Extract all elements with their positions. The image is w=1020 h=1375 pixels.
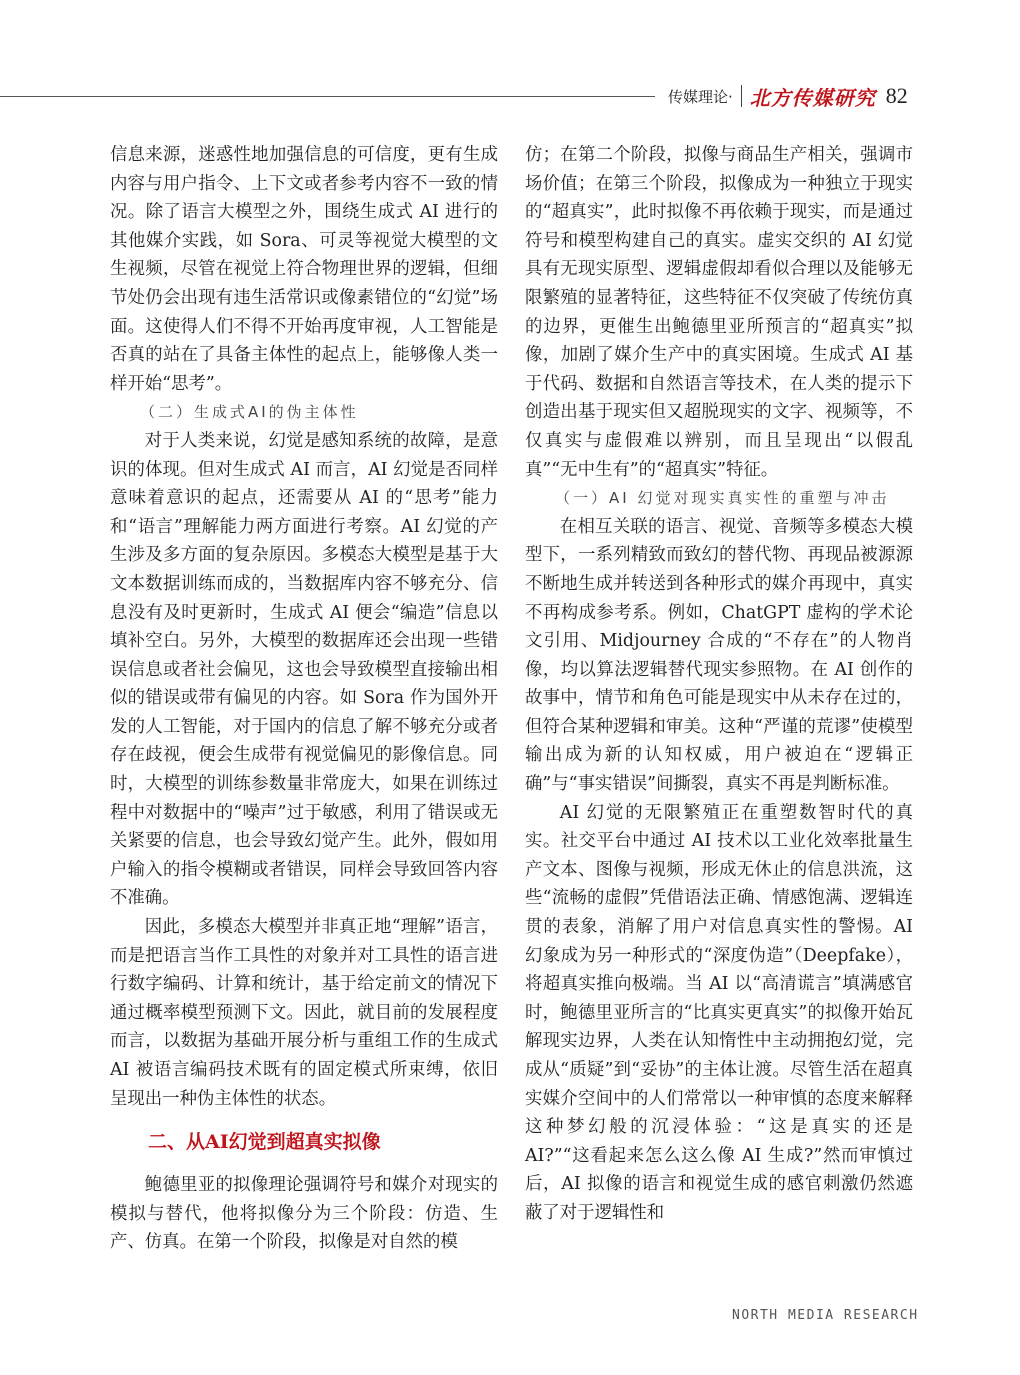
- header-divider: [741, 85, 742, 107]
- paragraph: 鲍德里亚的拟像理论强调符号和媒介对现实的模拟与替代，他将拟像分为三个阶段：仿造、生产、仿真。在第一个阶段，拟像是对自然的模: [110, 1175, 498, 1253]
- left-column: [110, 141, 498, 1257]
- paragraph: 仿；在第二个阶段，拟像与商品生产相关，强调市场价值；在第三个阶段，拟像成为一种独立于现实的“超真实”，此时拟像不再依赖于现实，而是通过符号和模型构建自己的真实。虚实交织的 AI 幻觉具有无现实原型、逻辑虚假却看似合理以及能够无限繁殖的显著特征，这些特征不仅突破了传统仿真的边界，更催生出鲍德里亚所预言的“超真实”拟像，加剧了媒介生产中的真实困境。生成式 AI 基于代码、数据和自然语言等技术，在人类的提示下创造出基于现实但又超脱现实的文字、视频等，不仅真实与虚假难以辨别，而且呈现出“以假乱真”“无中生有”的“超真实”特征。: [525, 145, 913, 480]
- running-header: [668, 80, 908, 112]
- section-heading: 二、从AI幻觉到超真实拟像: [148, 1131, 381, 1154]
- running-footer: NORTH MEDIA RESEARCH: [732, 1308, 919, 1323]
- subsection-heading: （二）生成式AI的伪主体性: [140, 403, 359, 422]
- page-number: 82: [885, 83, 908, 108]
- header-rule: [0, 96, 655, 97]
- paragraph: 对于人类来说，幻觉是感知系统的故障，是意识的体现。但对生成式 AI 而言，AI 幻觉是否同样意味着意识的起点，还需要从 AI 的“思考”能力和“语言”理解能力两方面进行考察。AI 幻觉的产生涉及多方面的复杂原因。多模态大模型是基于大文本数据训练而成的，当数据库内容不够充分、信息没有及时更新时，生成式 AI 便会“编造”信息以填补空白。另外，大模型的数据库还会出现一些错误信息或者社会偏见，这也会导致模型直接输出相似的错误或带有偏见的内容。如 Sora 作为国外开发的人工智能，对于国内的信息了解不够充分或者存在歧视，便会生成带有视觉偏见的影像信息。同时，大模型的训练参数量非常庞大，如果在训练过程中对数据中的“噪声”过于敏感，利用了错误或无关紧要的信息，也会导致幻觉产生。此外，假如用户输入的指令模糊或者错误，同样会导致回答内容不准确。: [110, 430, 498, 909]
- subsection-heading: （一）AI 幻觉对现实真实性的重塑与冲击: [555, 489, 890, 508]
- paragraph: AI 幻觉的无限繁殖正在重塑数智时代的真实。社交平台中通过 AI 技术以工业化效率批量生产文本、图像与视频，形成无休止的信息洪流，这些“流畅的虚假”凭借语法正确、情感饱满、逻辑连贯的表象，消解了用户对信息真实性的警惕。AI 幻象成为另一种形式的“深度伪造”（Deepfake），将超真实推向极端。当 AI 以“高清谎言”填满感官时，鲍德里亚所言的“比真实更真实”的拟像开始瓦解现实边界，人类在认知惰性中主动拥抱幻觉，完成从“质疑”到“妥协”的主体让渡。尽管生活在超真实媒介空间中的人们常常以一种审慎的态度来解释这种梦幻般的沉浸体验：“这是真实的还是 AI?”“这看起来怎么这么像 AI 生成?”然而审慎过后，AI 拟像的语言和视觉生成的感官刺激仍然遮蔽了对于逻辑性和: [525, 802, 913, 1223]
- paragraph: 在相互关联的语言、视觉、音频等多模态大模型下，一系列精致而致幻的替代物、再现品被源源不断地生成并转送到各种形式的媒介再现中，真实不再构成参考系。例如，ChatGPT 虚构的学术论文引用、Midjourney 合成的“不存在”的人物肖像，均以算法逻辑替代现实参照物。在 AI 创作的故事中，情节和角色可能是现实中从未存在过的，但符合某种逻辑和审美。这种“严谨的荒谬”使模型输出成为新的认知权威，用户被迫在“逻辑正确”与“事实错误”间撕裂，真实不再是判断标准。: [525, 516, 913, 795]
- paragraph: 信息来源，迷惑性地加强信息的可信度，更有生成内容与用户指令、上下文或者参考内容不一致的情况。除了语言大模型之外，围绕生成式 AI 进行的其他媒介实践，如 Sora、可灵等视觉大模型的文生视频，尽管在视觉上符合物理世界的逻辑，但细节处仍会出现有违生活常识或像素错位的“幻觉”场面。这使得人们不得不开始再度审视，人工智能是否真的站在了具备主体性的起点上，能够像人类一样开始“思考”。: [110, 145, 498, 394]
- journal-logo: 北方传媒研究: [749, 85, 876, 110]
- right-column: [525, 141, 913, 1228]
- paragraph: 因此，多模态大模型并非真正地“理解”语言，而是把语言当作工具性的对象并对工具性的语言进行数字编码、计算和统计，基于给定前文的情况下通过概率模型预测下文。因此，就目前的发展程度而言，以数据为基础开展分析与重组工作的生成式 AI 被语言编码技术既有的固定模式所束缚，依旧呈现出一种伪主体性的状态。: [110, 917, 498, 1109]
- section-label: 传媒理论·: [668, 87, 733, 106]
